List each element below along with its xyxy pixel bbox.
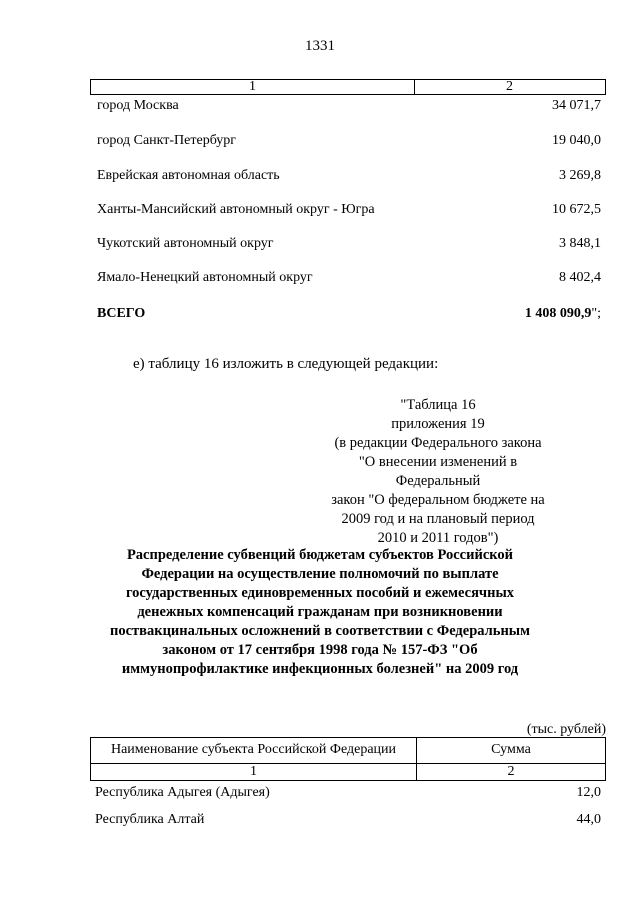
table1-col-2: 2 xyxy=(506,79,513,94)
region-value: 12,0 xyxy=(576,785,601,800)
region-value: 10 672,5 xyxy=(552,202,601,217)
region-value: 3 848,1 xyxy=(559,236,601,251)
title-line: иммунопрофилактике инфекционных болезней" на 2009 год xyxy=(121,661,519,677)
region-name: Ямало-Ненецкий автономный округ xyxy=(97,270,313,285)
table2-row xyxy=(95,810,601,830)
title-line: Распределение субвенций бюджетам субъектов Российской xyxy=(126,547,514,563)
total-label: ВСЕГО xyxy=(97,306,146,321)
table1-row xyxy=(97,96,601,116)
region-name: Республика Адыгея (Адыгея) xyxy=(95,785,270,800)
table1-col-1: 1 xyxy=(91,80,415,94)
table2-header-name: Наименование субъекта Российской Федерации xyxy=(91,738,417,764)
table2-header xyxy=(90,737,606,781)
reference-line: приложения 19 xyxy=(391,416,485,432)
table-reference xyxy=(318,396,558,548)
reference-line: 2009 год и на плановый период xyxy=(341,511,535,527)
table1-row xyxy=(97,268,601,288)
table-title xyxy=(60,546,580,679)
instruction-text: е) таблицу 16 изложить в следующей редакции: xyxy=(133,356,439,372)
page-number: 1331 xyxy=(305,38,335,54)
title-line: законом от 17 сентября 1998 года № 157-ФЗ "Об xyxy=(162,642,478,658)
region-value: 34 071,7 xyxy=(552,98,601,113)
table1-total-row xyxy=(97,304,601,324)
region-value: 8 402,4 xyxy=(559,270,601,285)
region-name: город Москва xyxy=(97,98,179,113)
table2-header-sum: Сумма xyxy=(417,738,605,764)
region-value: 44,0 xyxy=(576,812,601,827)
table1-row xyxy=(97,200,601,220)
table1-header xyxy=(90,79,606,95)
table2-row xyxy=(95,783,601,803)
table1-row xyxy=(97,131,601,151)
region-value: 3 269,8 xyxy=(559,168,601,183)
unit-label: (тыс. рублей) xyxy=(526,722,606,737)
total-suffix: "; xyxy=(591,306,601,321)
table2-col-2: 2 xyxy=(507,764,515,779)
region-name: Республика Алтай xyxy=(95,812,205,827)
title-line: государственных единовременных пособий и ежемесячных xyxy=(125,585,515,601)
total-amount: 1 408 090,9 xyxy=(524,306,592,321)
title-line: Федерации на осуществление полномочий по выплате xyxy=(141,566,499,582)
reference-line: 2010 и 2011 годов") xyxy=(377,530,499,546)
region-value: 19 040,0 xyxy=(552,133,601,148)
region-name: город Санкт-Петербург xyxy=(97,133,237,148)
reference-line: "Таблица 16 xyxy=(400,397,476,413)
reference-line: закон "О федеральном бюджете на xyxy=(331,492,545,508)
reference-line: (в редакции Федерального закона xyxy=(334,435,542,451)
region-name: Чукотский автономный округ xyxy=(97,236,274,251)
region-name: Ханты-Мансийский автономный округ - Югра xyxy=(97,202,375,217)
table2-col-1: 1 xyxy=(91,764,417,780)
region-name: Еврейская автономная область xyxy=(97,168,280,183)
reference-line: "О внесении изменений в Федеральный xyxy=(358,454,518,489)
title-line: поствакцинальных осложнений в соответствии с Федеральным xyxy=(109,623,531,639)
table1-row xyxy=(97,234,601,254)
total-value xyxy=(525,304,601,324)
table1-row xyxy=(97,166,601,186)
title-line: денежных компенсаций гражданам при возникновении xyxy=(137,604,503,620)
